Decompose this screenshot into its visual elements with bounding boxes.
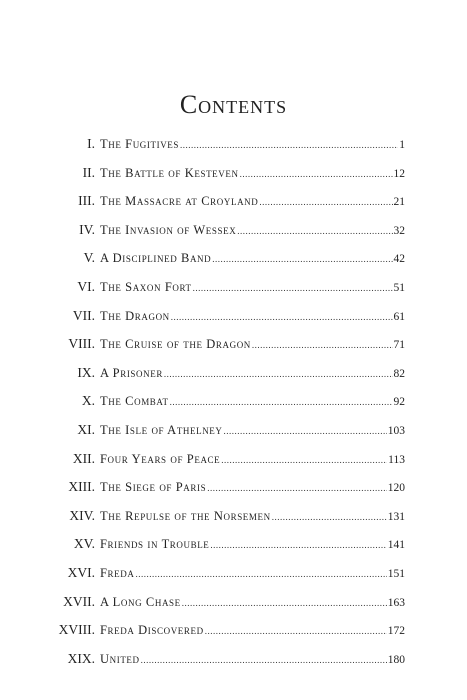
chapter-title: The Fugitives	[100, 137, 180, 151]
dot-leader	[193, 283, 393, 293]
chapter-number: X.	[81, 393, 95, 409]
page-title: Contents	[179, 90, 288, 119]
chapter-title: A Long Chase	[100, 594, 181, 609]
dot-leader	[135, 569, 386, 579]
chapter-number: XIII.	[68, 479, 95, 495]
chapter-title: The Siege of Paris	[100, 480, 207, 495]
toc-entry[interactable]	[0, 508, 467, 528]
toc-entry[interactable]	[0, 536, 467, 556]
chapter-title: The Isle of Athelney	[100, 423, 223, 437]
dot-leader	[182, 598, 387, 608]
page-number: 163	[387, 596, 405, 609]
page-number: 172	[387, 625, 405, 638]
chapter-number: IX.	[77, 364, 95, 380]
chapter-title: The Combat	[100, 394, 169, 409]
chapter-title: Four Years of Peace	[100, 451, 221, 466]
toc-entry[interactable]	[0, 479, 467, 499]
chapter-number: XI.	[77, 422, 95, 437]
dot-leader	[180, 140, 398, 150]
dot-leader	[210, 540, 386, 550]
chapter-number: III.	[78, 193, 95, 209]
chapter-title: The Dragon	[100, 308, 170, 323]
chapter-number: XIX.	[67, 650, 95, 666]
toc-entry[interactable]	[0, 136, 467, 156]
chapter-title: The Massacre at Croyland	[100, 194, 259, 209]
toc-entry[interactable]	[0, 594, 467, 614]
chapter-title: Freda Discovered	[100, 623, 204, 638]
page-number: 92	[393, 396, 405, 409]
chapter-number: XVI.	[67, 565, 95, 580]
chapter-title: The Battle of Kesteven	[100, 165, 239, 180]
toc-entry[interactable]	[0, 336, 467, 356]
chapter-number: XVII.	[63, 593, 95, 609]
page-number: 71	[393, 339, 405, 352]
dot-leader	[207, 483, 387, 493]
toc-entry[interactable]	[0, 250, 467, 270]
page-number: 82	[393, 367, 405, 380]
page-number: 51	[393, 282, 405, 294]
chapter-title: United	[100, 651, 140, 666]
toc-entry[interactable]	[0, 422, 467, 442]
chapter-title: The Invasion of Wessex	[100, 222, 237, 237]
chapter-number: XV.	[73, 536, 95, 552]
page-number: 42	[393, 253, 405, 266]
chapter-number: VI.	[77, 279, 95, 294]
page-number: 180	[387, 653, 405, 666]
page-number: 1	[399, 139, 405, 151]
chapter-number: I.	[87, 136, 95, 151]
dot-leader	[240, 169, 393, 179]
chapter-title: The Cruise of the Dragon	[100, 337, 251, 352]
page-number: 12	[393, 167, 405, 180]
chapter-number: VIII.	[68, 336, 95, 352]
toc-entry[interactable]	[0, 279, 467, 299]
page-number: 131	[387, 510, 405, 523]
toc-entry[interactable]	[0, 622, 467, 642]
chapter-title: A Prisoner	[100, 365, 163, 380]
toc-entry[interactable]	[0, 365, 467, 385]
dot-leader	[237, 226, 392, 236]
page-number: 32	[393, 224, 405, 237]
page-number: 141	[387, 539, 405, 552]
dot-leader	[252, 340, 393, 350]
chapter-title: A Disciplined Band	[100, 251, 212, 266]
page-number: 151	[387, 568, 405, 580]
page-number: 103	[387, 425, 405, 437]
page-number: 120	[387, 482, 405, 495]
page-number: 61	[393, 310, 405, 323]
toc-entry[interactable]	[0, 308, 467, 328]
dot-leader	[272, 512, 387, 522]
chapter-number: XII.	[72, 450, 95, 466]
chapter-number: XVIII.	[58, 622, 95, 638]
dot-leader	[259, 197, 392, 207]
chapter-number: VII.	[72, 307, 95, 323]
chapter-number: IV.	[79, 221, 95, 237]
dot-leader	[205, 626, 387, 636]
chapter-title: Friends in Trouble	[100, 537, 210, 552]
toc-entry[interactable]	[0, 393, 467, 413]
toc-entry[interactable]	[0, 451, 467, 471]
chapter-number: V.	[83, 250, 95, 266]
chapter-number: II.	[82, 164, 95, 180]
dot-leader	[170, 397, 393, 407]
dot-leader	[224, 426, 387, 436]
chapter-title: The Saxon Fort	[100, 280, 192, 294]
toc-entry[interactable]	[0, 165, 467, 185]
toc-entry[interactable]	[0, 222, 467, 242]
chapter-number: XIV.	[69, 507, 95, 523]
dot-leader	[141, 655, 387, 665]
toc-entry[interactable]	[0, 651, 467, 671]
toc-entry[interactable]	[0, 565, 467, 585]
page-number: 21	[393, 196, 405, 209]
dot-leader	[212, 254, 392, 264]
chapter-title: Freda	[100, 566, 135, 580]
page-number: 113	[388, 453, 405, 466]
dot-leader	[221, 455, 387, 465]
chapter-title: The Repulse of the Norsemen	[100, 508, 271, 523]
toc-entry[interactable]	[0, 193, 467, 213]
dot-leader	[171, 312, 393, 322]
dot-leader	[164, 369, 393, 379]
